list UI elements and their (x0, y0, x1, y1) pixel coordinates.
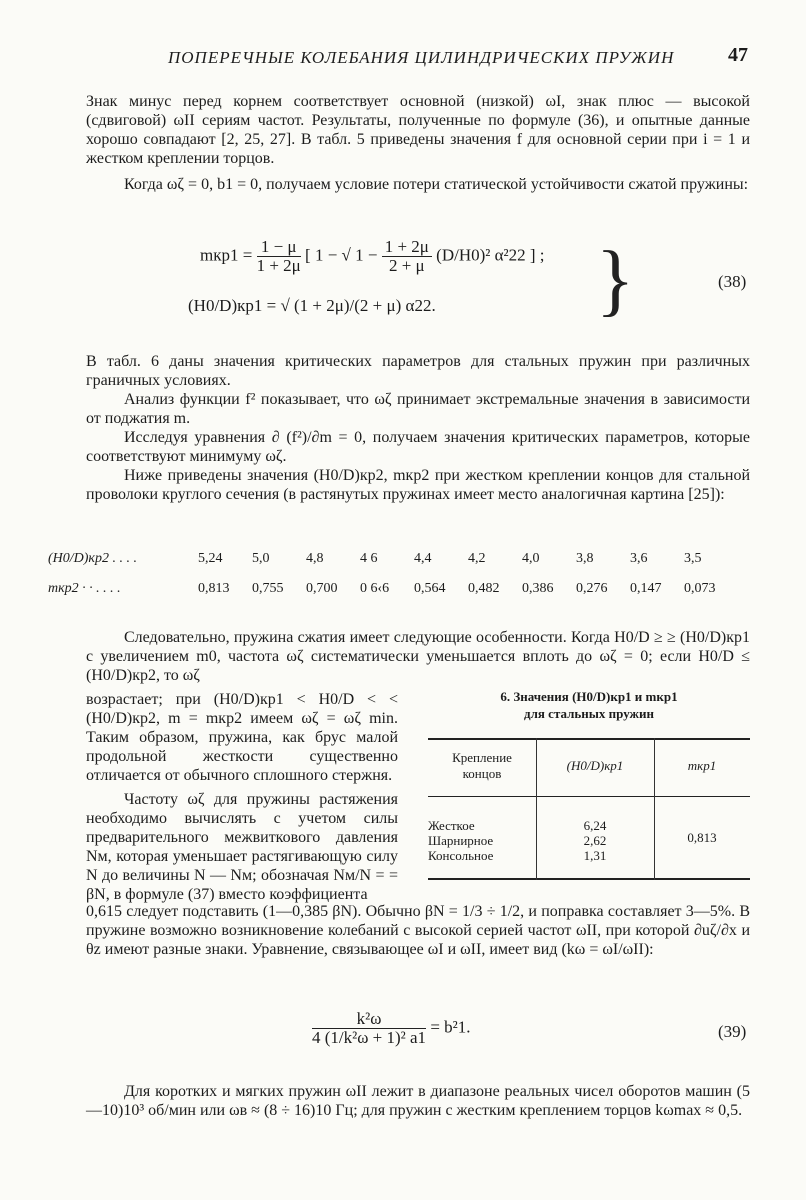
value-cell: 0,564 (414, 581, 446, 596)
eq39-fraction (312, 1010, 426, 1047)
hd-cell: 1,31 (583, 848, 607, 863)
table-6-caption-line-2: для стальных пружин (524, 706, 654, 721)
col-header-mount (428, 750, 536, 782)
paragraph-2: Когда ωζ = 0, b1 = 0, получаем условие потери статической устойчивости сжатой пружины: (124, 176, 749, 193)
value-cell: 0,147 (630, 581, 662, 596)
paragraph-8: возрастает; при (H0/D)кр1 < H0/D < < (H0/D)кр2, m = mкр2 имеем ωζ = ωζ min. Таким образом, пружина, как брус малой продольной жесткости существенно отличается от обычного сплошного стержня. (86, 691, 398, 784)
paragraph-11: Для коротких и мягких пружин ωII лежит в диапазоне реальных чисел оборотов машин (5—10)10³ об/мин или ωв ≈ (8 ÷ 16)10 Гц; для пружин с жестким креплением торцов kωmax ≈ 0,5. (86, 1083, 750, 1119)
paragraph-9: Частоту ωζ для пружины растяжения необходимо вычислять с учетом силы предварительного межвиткового давления Nм, которая уменьшает растягивающую силу N до величины N — Nм; обозначая Nм/N = = βN, в формуле (37) вместо коэффициента (86, 791, 398, 903)
hd-cell: 6,24 (583, 818, 607, 833)
col-header-mount-line-1: Крепление (452, 750, 512, 765)
col-header-hd: (H0/D)кр1 (566, 758, 624, 773)
value-cell: 3,6 (630, 551, 648, 566)
equation-39 (312, 1010, 471, 1047)
equation-38-line-2: (H0/D)кр1 = √ (1 + 2μ)/(2 + μ) α22. (188, 296, 436, 315)
value-cell: 4,4 (414, 551, 432, 566)
table-6 (428, 738, 750, 880)
mount-cell: Жесткое (428, 818, 475, 833)
table-rule-top (428, 738, 750, 740)
row-label: (H0/D)кр2 . . . . (48, 551, 137, 566)
value-cell: 0,073 (684, 581, 716, 596)
equation-39-number: (39) (718, 1022, 747, 1041)
paragraph-5: Исследуя уравнения ∂ (f²)/∂m = 0, получаем значения критических параметров, которые соответствуют минимуму ωζ. (86, 429, 750, 465)
mount-column (428, 818, 532, 863)
eq38-lhs: mкр1 = (200, 245, 253, 265)
row-label: mкр2 · · . . . . (48, 581, 121, 596)
critical-values-table (48, 544, 738, 604)
value-cell: 0,755 (252, 581, 284, 596)
value-cell: 0,482 (468, 581, 500, 596)
equation-38-line-1 (200, 238, 545, 275)
value-cell: 0,276 (576, 581, 608, 596)
eq39-num: k²ω (312, 1010, 426, 1029)
eq38-frac1-den: 1 + 2μ (256, 256, 301, 275)
value-cell: 0,386 (522, 581, 554, 596)
value-cell: 0 6‹6 (360, 581, 390, 596)
m-cell: 0,813 (687, 830, 717, 845)
value-cell: 3,8 (576, 551, 594, 566)
table-6-caption-line-1: 6. Значения (H0/D)кр1 и mкр1 (500, 689, 678, 704)
value-cell: 4 6 (360, 551, 378, 566)
paragraph-1: Знак минус перед корнем соответствует основной (низкой) ωI, знак плюс — высокой (сдвиговой) ωII сериям частот. Результаты, полученные по формуле (36), и опытные данные хорошо совпадают [2, 25, 27]. В табл. 5 приведены значения f для основной серии при i = 1 и жестком креплении торцов. (86, 93, 750, 167)
value-cell: 4,0 (522, 551, 540, 566)
eq38-frac2-den: 2 + μ (388, 256, 425, 275)
col-header-mount-line-2: концов (462, 766, 502, 781)
table-rule-bottom (428, 878, 750, 880)
equation-38-number: (38) (718, 272, 747, 291)
paragraph-3: В табл. 6 даны значения критических параметров для стальных пружин при различных граничных условиях. (86, 353, 750, 389)
eq38-fraction-1 (257, 238, 301, 275)
eq39-rhs: = b²1. (430, 1017, 471, 1037)
eq38-frac2-num: 1 + 2μ (382, 238, 432, 257)
col-header-m: mкр1 (687, 758, 717, 773)
paragraph-10: 0,615 следует подставить (1—0,385 βN). Обычно βN = 1/3 ÷ 1/2, и поправка составляет 3—5%. В пружине возможно возникновение колебаний с высокой серией частот ωII, при которой ∂uζ/∂x и θz имеют разные знаки. Уравнение, связывающее ωI и ωII, имеет вид (kω = ωI/ωII): (86, 903, 750, 958)
page-number: 47 (728, 44, 748, 66)
value-cell: 4,2 (468, 551, 486, 566)
hd-cell: 2,62 (583, 833, 607, 848)
eq39-den: 4 (1/k²ω + 1)² a1 (312, 1028, 427, 1047)
running-title: ПОПЕРЕЧНЫЕ КОЛЕБАНИЯ ЦИЛИНДРИЧЕСКИХ ПРУЖИН (168, 48, 675, 67)
value-cell: 0,700 (306, 581, 338, 596)
values-row-m (48, 574, 738, 604)
values-row-hd (48, 544, 738, 574)
mount-cell: Консольное (428, 848, 494, 863)
mount-cell: Шарнирное (428, 833, 494, 848)
right-brace: } (596, 236, 635, 324)
eq38-frac1-num: 1 − μ (257, 238, 301, 257)
paragraph-7: Следовательно, пружина сжатия имеет следующие особенности. Когда H0/D ≥ ≥ (H0/D)кр1 с увеличением m0, частота ωζ систематически уменьшается вплоть до ωζ = 0; если H0/D ≤ (H0/D)кр2, то ωζ (86, 629, 750, 684)
eq38-bracket: [ 1 − √ 1 − (305, 245, 378, 265)
table-6-caption (428, 688, 750, 722)
paragraph-4: Анализ функции f² показывает, что ωζ принимает экстремальные значения в зависимости от поджатия m. (86, 391, 750, 427)
value-cell: 5,24 (198, 551, 223, 566)
paragraph-6: Ниже приведены значения (H0/D)кр2, mкр2 при жестком креплении концов для стальной проволоки круглого сечения (в растянутых пружинах имеет место аналогичная картина [25]): (86, 467, 750, 503)
value-cell: 3,5 (684, 551, 702, 566)
value-cell: 0,813 (198, 581, 230, 596)
value-cell: 5,0 (252, 551, 270, 566)
hd-column (536, 818, 654, 863)
table-rule-header (428, 796, 750, 797)
value-cell: 4,8 (306, 551, 324, 566)
eq38-fraction-2 (382, 238, 432, 275)
eq38-tail: (D/H0)² α²22 ] ; (436, 245, 545, 265)
